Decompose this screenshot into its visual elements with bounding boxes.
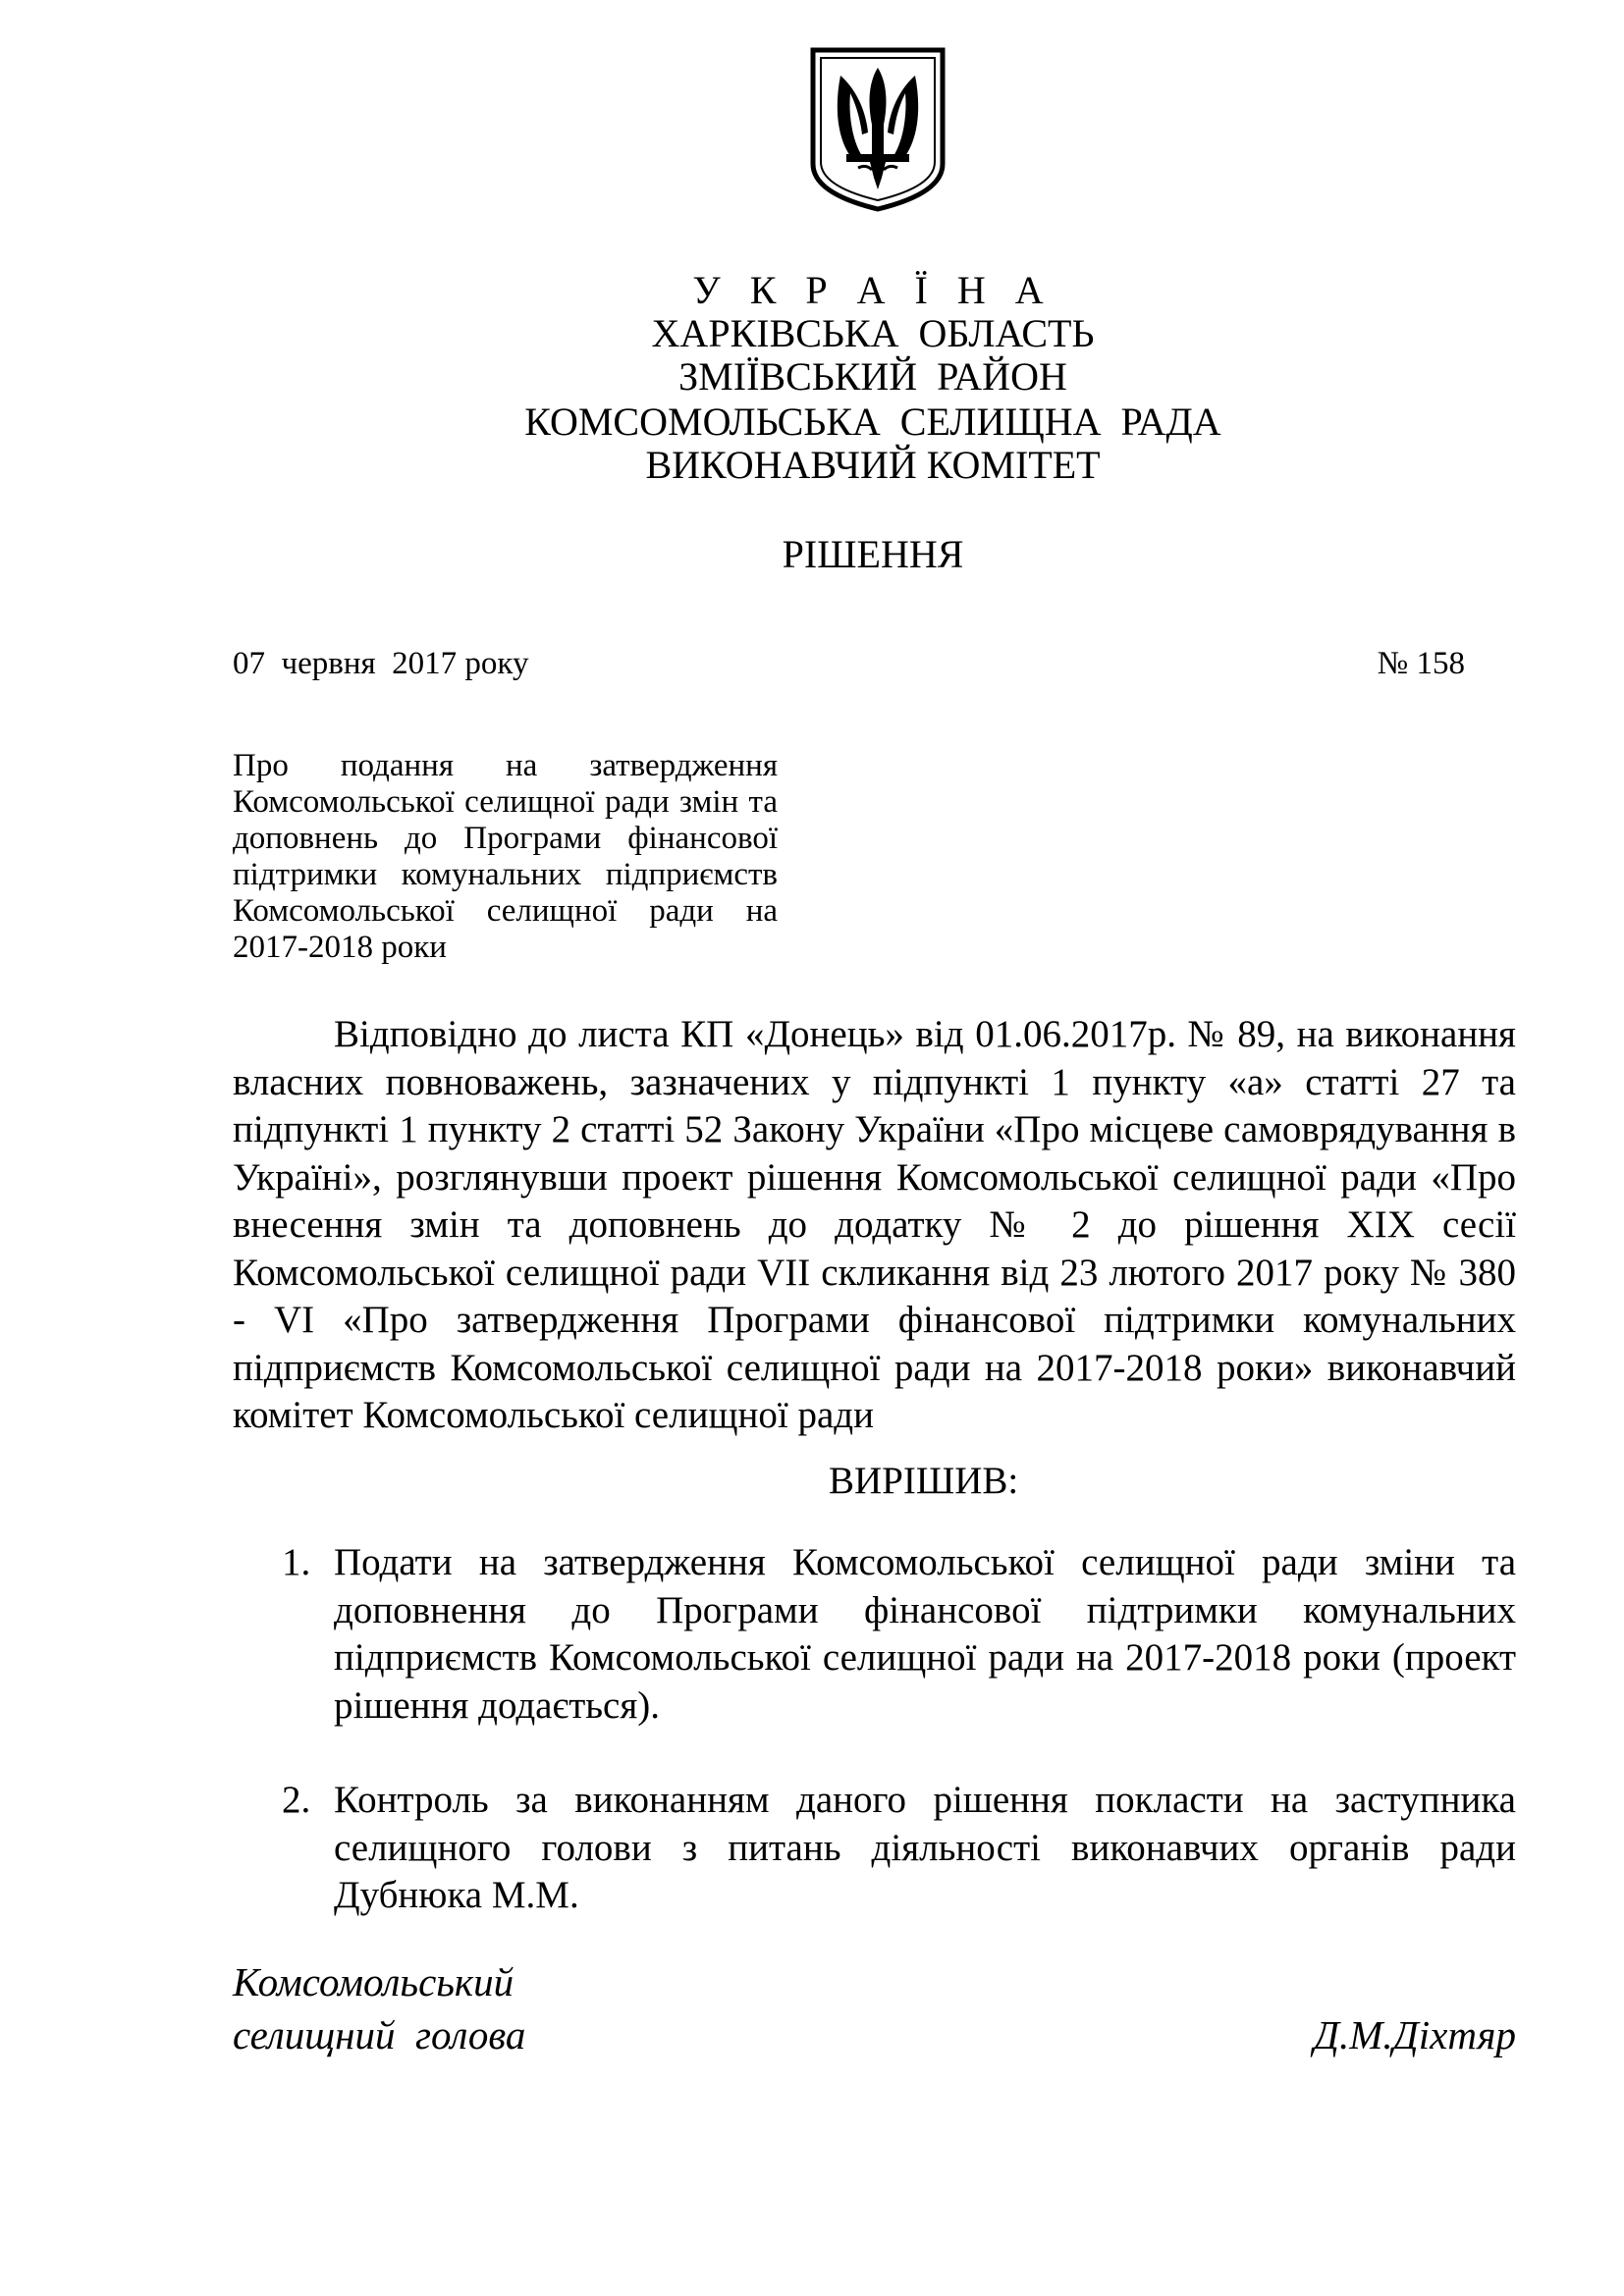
decision-date: 07 червня 2017 року (233, 646, 529, 681)
decision-number: № 158 (1377, 646, 1465, 681)
country-heading: У К Р А Ї Н А (692, 268, 1054, 312)
committee-heading: ВИКОНАВЧИЙ КОМІТЕТ (645, 443, 1101, 487)
decision-item-text: Контроль за виконанням даного рішення покласти на заступника селищного голови з питань діяльності виконавчих органів ради Дубнюка М.М. (334, 1779, 1516, 1916)
decision-item-number: 1. (282, 1541, 311, 1583)
signatory-position-line1: Комсомольський (233, 1959, 514, 2004)
signatory-position-line2: селищний голова (233, 2012, 526, 2057)
region-heading: ХАРКІВСЬКА ОБЛАСТЬ (651, 311, 1095, 355)
document-type-title: РІШЕННЯ (782, 532, 964, 576)
signatory-name: Д.М.Діхтяр (1313, 2012, 1516, 2057)
preamble-paragraph: Відповідно до листа КП «Донець» від 01.06.2017р. № 89, на виконання власних повноважень, зазначених у підпункті 1 пункту «а» статті 27 та підпункті 1 пункту 2 статті 52 Закону України «Про місцеве самоврядування в Україні», розглянувши проект рішення Комсомольської селищної ради «Про внесення змін та доповнень до додатку № 2 до рішення XIX сесії Комсомольської селищної ради VII скликання від 23 лютого 2017 року № 380 - VI «Про затвердження Програми фінансової підтримки комунальних підприємств Комсомольської селищної ради на 2017-2018 роки» виконавчий комітет Комсомольської селищної ради (233, 1013, 1516, 1436)
decision-item-number: 2. (282, 1779, 311, 1821)
district-heading: ЗМІЇВСЬКИЙ РАЙОН (678, 354, 1067, 399)
signatory-position (233, 1955, 525, 2061)
council-heading: КОМСОМОЛЬСЬКА СЕЛИЩНА РАДА (524, 400, 1221, 444)
trident-coat-of-arms-icon (807, 46, 948, 213)
decided-label: ВИРІШИВ: (829, 1460, 1019, 1502)
decision-item (233, 1539, 1516, 1730)
decision-subject: Про подання на затвердження Комсомольської селищної ради змін та доповнень до Програми фінансової підтримки комунальних підприємств Комсомольської селищної ради на 2017-2018 роки (233, 748, 778, 965)
decision-item-text: Подати на затвердження Комсомольської селищної ради зміни та доповнення до Програми фінансової підтримки комунальних підприємств Комсомольської селищної ради на 2017-2018 роки (проект рішення додається). (334, 1541, 1516, 1727)
decision-item (233, 1777, 1516, 1920)
